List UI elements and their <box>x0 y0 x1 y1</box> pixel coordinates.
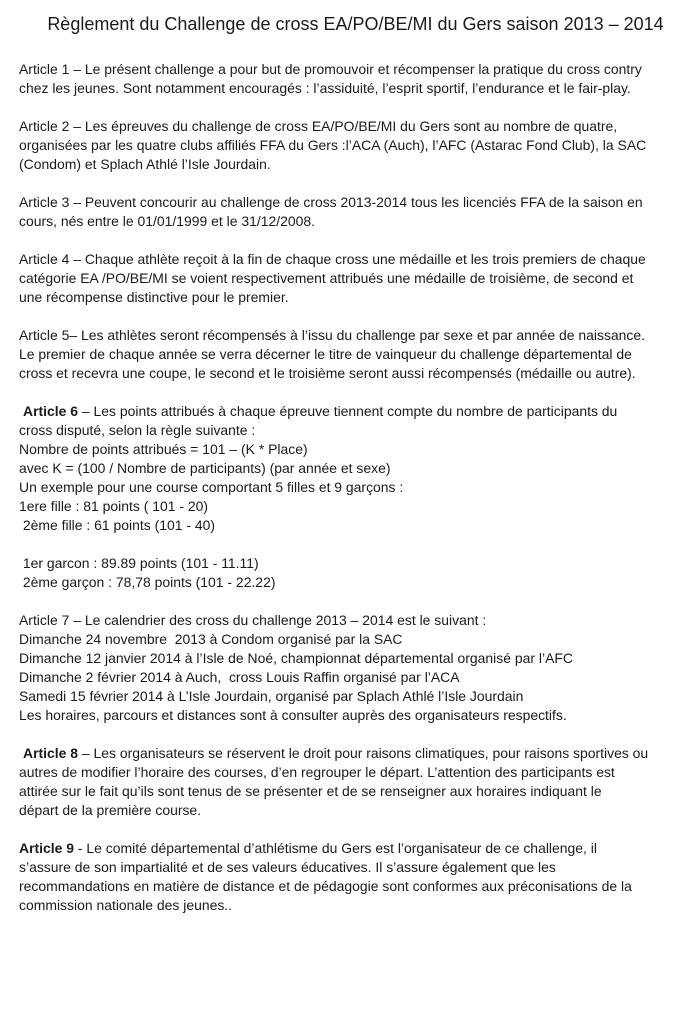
calendar-line: Dimanche 2 février 2014 à Auch, cross Louis Raffin organisé par l’ACA <box>19 669 460 685</box>
article-7 <box>19 611 684 725</box>
article-line: cours, nés entre le 01/01/1999 et le 31/12/2008. <box>19 213 316 229</box>
article-8 <box>19 744 684 820</box>
article-line: Article 3 – Peuvent concourir au challenge de cross 2013-2014 tous les licenciés FFA de la saison en <box>19 194 643 210</box>
article-line: Article 1 – Le présent challenge a pour but de promouvoir et récompenser la pratique du cross contry <box>19 61 642 77</box>
document-page <box>19 12 684 934</box>
article-line: recommandations en matière de distance et de pédagogie sont conformes aux préconisations de la <box>19 878 632 894</box>
article-line: attirée sur le fait qu’ils sont tenus de se présenter et de se renseigner aux horaires indiquant le <box>19 783 602 799</box>
article-line: commission nationale des jeunes.. <box>19 897 233 913</box>
article-first-line <box>19 839 684 858</box>
article-label: Article 6 <box>23 403 79 419</box>
calendar-line: Dimanche 12 janvier 2014 à l’Isle de Noé, championnat départemental organisé par l’AFC <box>19 650 573 666</box>
article-line: Article 2 – Les épreuves du challenge de cross EA/PO/BE/MI du Gers sont au nombre de quatre, <box>19 118 618 134</box>
article-label: Article 9 <box>19 840 75 856</box>
article-line: Article 4 – Chaque athlète reçoit à la fin de chaque cross une médaille et les trois premiers de chaque <box>19 251 646 267</box>
article-2 <box>19 117 684 174</box>
example-line: 1ere fille : 81 points ( 101 - 20) <box>19 498 209 514</box>
article-6 <box>19 402 684 592</box>
article-line: s’assure de son impartialité et de ses valeurs éducatives. Il s’assure également que les <box>19 859 556 875</box>
article-5 <box>19 326 684 383</box>
article-text: – Les organisateurs se réservent le droit pour raisons climatiques, pour raisons sportives ou <box>78 745 649 761</box>
calendar-line: Samedi 15 février 2014 à L’Isle Jourdain, organisé par Splach Athlé l’Isle Jourdain <box>19 688 524 704</box>
formula-line: Nombre de points attribués = 101 – (K * Place) <box>19 441 308 457</box>
example-line: 1er garcon : 89.89 points (101 - 11.11) <box>19 555 259 571</box>
article-line: cross et recevra une coupe, le second et le troisième seront aussi récompensés (médaille ou autre). <box>19 365 636 381</box>
article-first-line <box>19 744 684 763</box>
article-line: cross disputé, selon la règle suivante : <box>19 422 256 438</box>
example-line: 2ème fille : 61 points (101 - 40) <box>19 517 216 533</box>
article-line: Article 5– Les athlètes seront récompensés à l’issu du challenge par sexe et par année de naissance. <box>19 327 646 343</box>
example-line: Un exemple pour une course comportant 5 filles et 9 garçons : <box>19 479 404 495</box>
article-9 <box>19 839 684 915</box>
article-line: Les horaires, parcours et distances sont à consulter auprès des organisateurs respectifs. <box>19 707 567 723</box>
formula-line: avec K = (100 / Nombre de participants) (par année et sexe) <box>19 460 391 476</box>
calendar-line: Dimanche 24 novembre 2013 à Condom organisé par la SAC <box>19 631 403 647</box>
article-line: une récompense distinctive pour le premier. <box>19 289 289 305</box>
article-line: Article 7 – Le calendrier des cross du challenge 2013 – 2014 est le suivant : <box>19 612 487 628</box>
article-line: organisées par les quatre clubs affiliés FFA du Gers :l’ACA (Auch), l’AFC (Astarac Fond Club), la SAC <box>19 137 647 153</box>
article-text: – Les points attribués à chaque épreuve tiennent compte du nombre de participants du <box>78 403 618 419</box>
article-line: Le premier de chaque année se verra décerner le titre de vainqueur du challenge départemental de <box>19 346 632 362</box>
example-line: 2ème garçon : 78,78 points (101 - 22.22) <box>19 574 276 590</box>
article-line: départ de la première course. <box>19 802 202 818</box>
article-first-line <box>19 402 684 421</box>
article-line: chez les jeunes. Sont notamment encouragés : l’assiduité, l’esprit sportif, l’endurance et le fair-play. <box>19 80 631 96</box>
spacer <box>19 535 684 554</box>
document-title: Règlement du Challenge de cross EA/PO/BE/MI du Gers saison 2013 – 2014 <box>47 14 664 34</box>
article-line: autres de modifier l’horaire des courses, d’en regrouper le départ. L’attention des participants est <box>19 764 615 780</box>
article-line: (Condom) et Splach Athlé l’Isle Jourdain. <box>19 156 271 172</box>
article-1 <box>19 60 684 98</box>
article-text: - Le comité départemental d’athlétisme du Gers est l’organisateur de ce challenge, il <box>74 840 597 856</box>
article-4 <box>19 250 684 307</box>
article-3 <box>19 193 684 231</box>
article-label: Article 8 <box>23 745 79 761</box>
article-line: catégorie EA /PO/BE/MI se voient respectivement attribués une médaille de troisième, de second et <box>19 270 634 286</box>
